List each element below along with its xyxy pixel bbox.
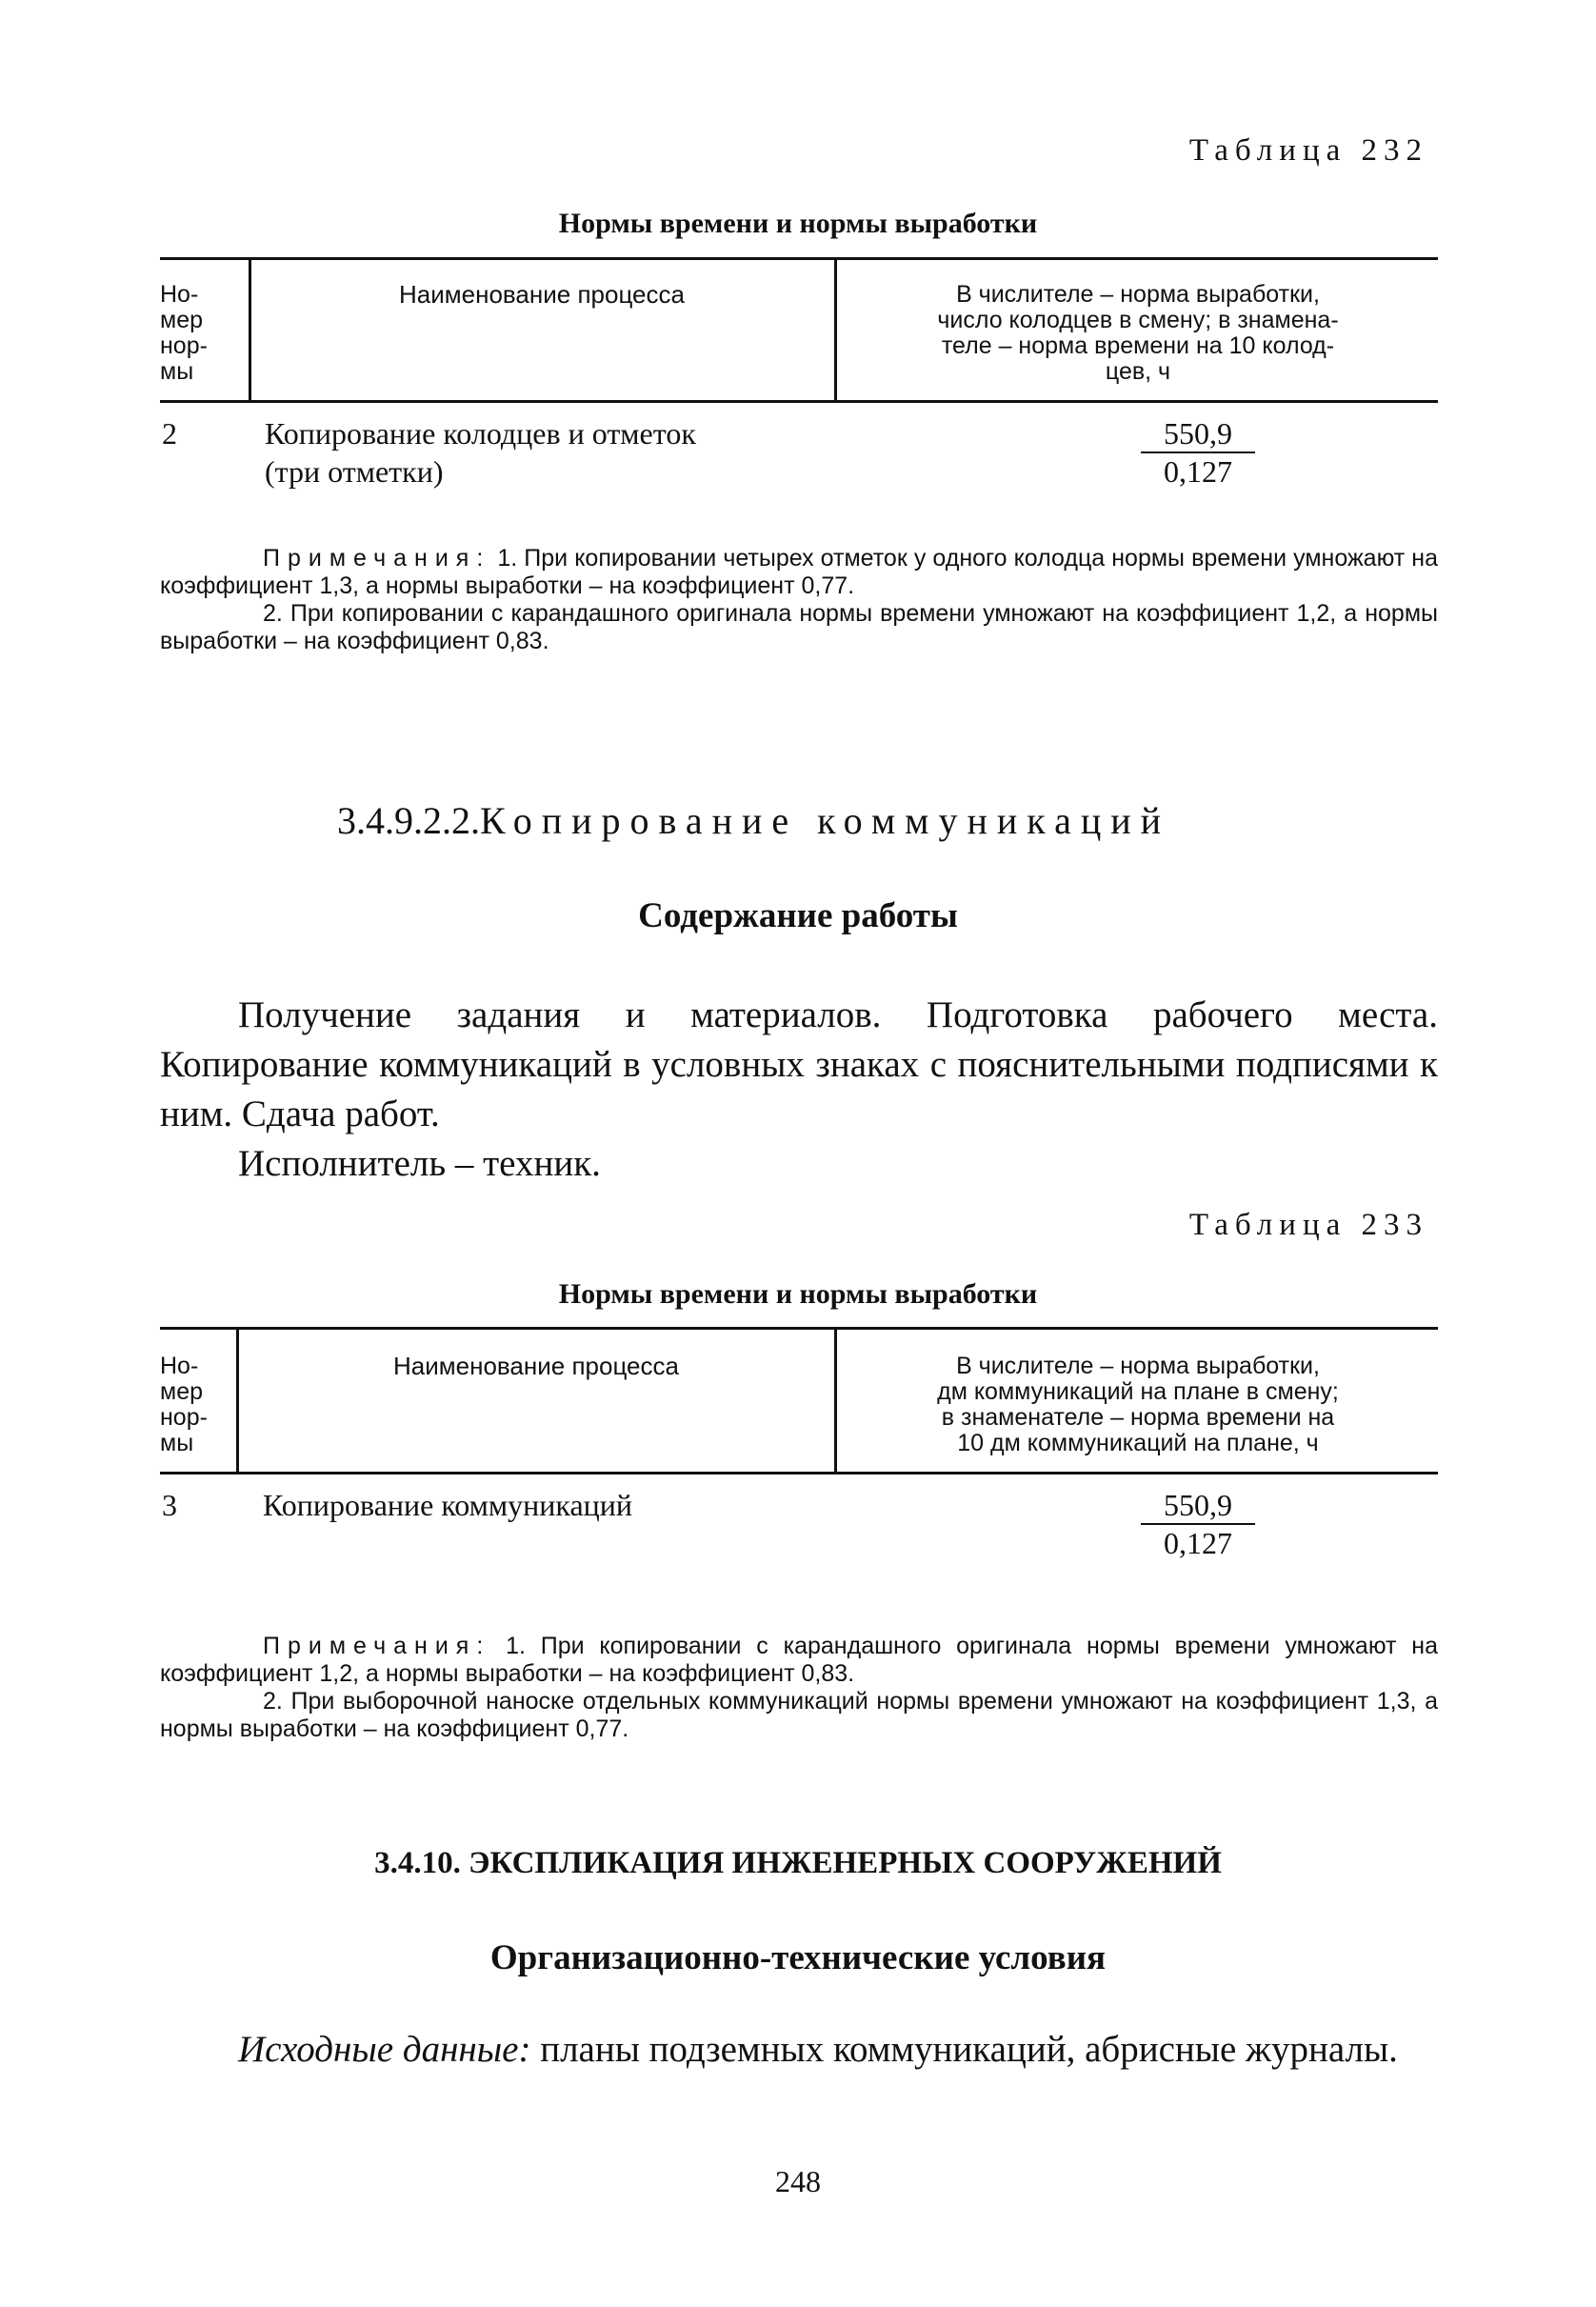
column-divider xyxy=(834,1327,837,1474)
table-rule xyxy=(160,400,1438,403)
work-paragraph: Получение задания и материалов. Подготовка рабочего места. Копирование коммуникаций в условных знаках с пояснительными подписями к ним. Сдача работ. xyxy=(160,994,1438,1134)
table-rule xyxy=(160,1472,1438,1474)
performer-line: Исполнитель – техник. xyxy=(238,1143,601,1184)
column-divider xyxy=(249,257,251,402)
row-process-line1: Копирование колодцев и отметок xyxy=(265,416,696,451)
header-process: Наименование процесса xyxy=(399,280,685,309)
table-233-caption: Нормы времени и нормы выработки xyxy=(558,1278,1038,1310)
fraction-denominator: 0,127 xyxy=(1164,454,1232,489)
note-1: 1. При копировании четырех отметок у одного колодца нормы времени умножают на коэффициент 1,3, а нормы выработки – на коэффициент 0,77. xyxy=(160,545,1438,599)
row-fraction xyxy=(1122,1487,1274,1561)
table-233 xyxy=(160,1327,1438,1560)
fraction-denominator: 0,127 xyxy=(1164,1526,1232,1560)
note-2: 2. При выборочной наноске отдельных коммуникаций нормы времени умножают на коэффициент 1,3, а нормы выработки – на коэффициент 0,77. xyxy=(160,1688,1438,1742)
fraction-numerator: 550,9 xyxy=(1141,415,1255,453)
header-rate: В числителе – норма выработки, число колодцев в смену; в знамена- теле – норма времени на 10 колод- цев, ч xyxy=(937,281,1339,385)
source-data-label: Исходные данные: xyxy=(238,2029,531,2070)
source-data-value: планы подземных коммуникаций, абрисные журналы. xyxy=(530,2029,1398,2070)
subheading-work-content: Содержание работы xyxy=(638,896,958,935)
section-heading xyxy=(337,798,1170,843)
table-rule xyxy=(160,1327,1438,1330)
table-233-notes xyxy=(160,1633,1438,1743)
subheading-conditions: Организационно-технические условия xyxy=(489,1938,1107,1977)
header-process: Наименование процесса xyxy=(393,1352,679,1380)
table-rule xyxy=(160,257,1438,260)
row-fraction xyxy=(1122,415,1274,490)
table-232-notes xyxy=(160,545,1438,655)
table-232-caption: Нормы времени и нормы выработки xyxy=(558,208,1038,239)
header-number: Но- мер нор- мы xyxy=(160,1353,208,1456)
note-1: 1. При копировании с карандашного оригинала нормы времени умножают на коэффициент 1,2, а нормы выработки – на коэффициент 0,83. xyxy=(160,1633,1438,1687)
row-number: 2 xyxy=(162,416,177,451)
section-3-4-10-heading: 3.4.10. ЭКСПЛИКАЦИЯ ИНЖЕНЕРНЫХ СООРУЖЕНИЙ xyxy=(374,1846,1222,1880)
row-process-line2: (три отметки) xyxy=(265,454,444,489)
notes-label: Примечания: xyxy=(263,545,491,572)
note-2: 2. При копировании с карандашного оригинала нормы времени умножают на коэффициент 1,2, а нормы выработки – на коэффициент 0,83. xyxy=(160,600,1438,654)
source-data-text xyxy=(160,2025,1438,2075)
table-232-label: Таблица 232 xyxy=(1188,133,1428,168)
row-process-line1: Копирование коммуникаций xyxy=(263,1488,633,1522)
section-number: 3.4.9.2.2. xyxy=(337,799,480,842)
work-content-text xyxy=(160,991,1438,1189)
header-rate: В числителе – норма выработки, дм коммуникаций на плане в смену; в знаменателе – норма времени на 10 дм коммуникаций на плане, ч xyxy=(937,1353,1339,1456)
row-number: 3 xyxy=(162,1488,177,1522)
header-number: Но- мер нор- мы xyxy=(160,281,208,385)
page-number: 248 xyxy=(775,2164,821,2198)
section-title: Копирование коммуникаций xyxy=(480,799,1171,842)
fraction-numerator: 550,9 xyxy=(1141,1487,1255,1525)
notes-label: Примечания: xyxy=(263,1633,491,1659)
column-divider xyxy=(834,257,837,402)
table-233-label: Таблица 233 xyxy=(1188,1208,1428,1242)
table-232 xyxy=(160,257,1438,495)
